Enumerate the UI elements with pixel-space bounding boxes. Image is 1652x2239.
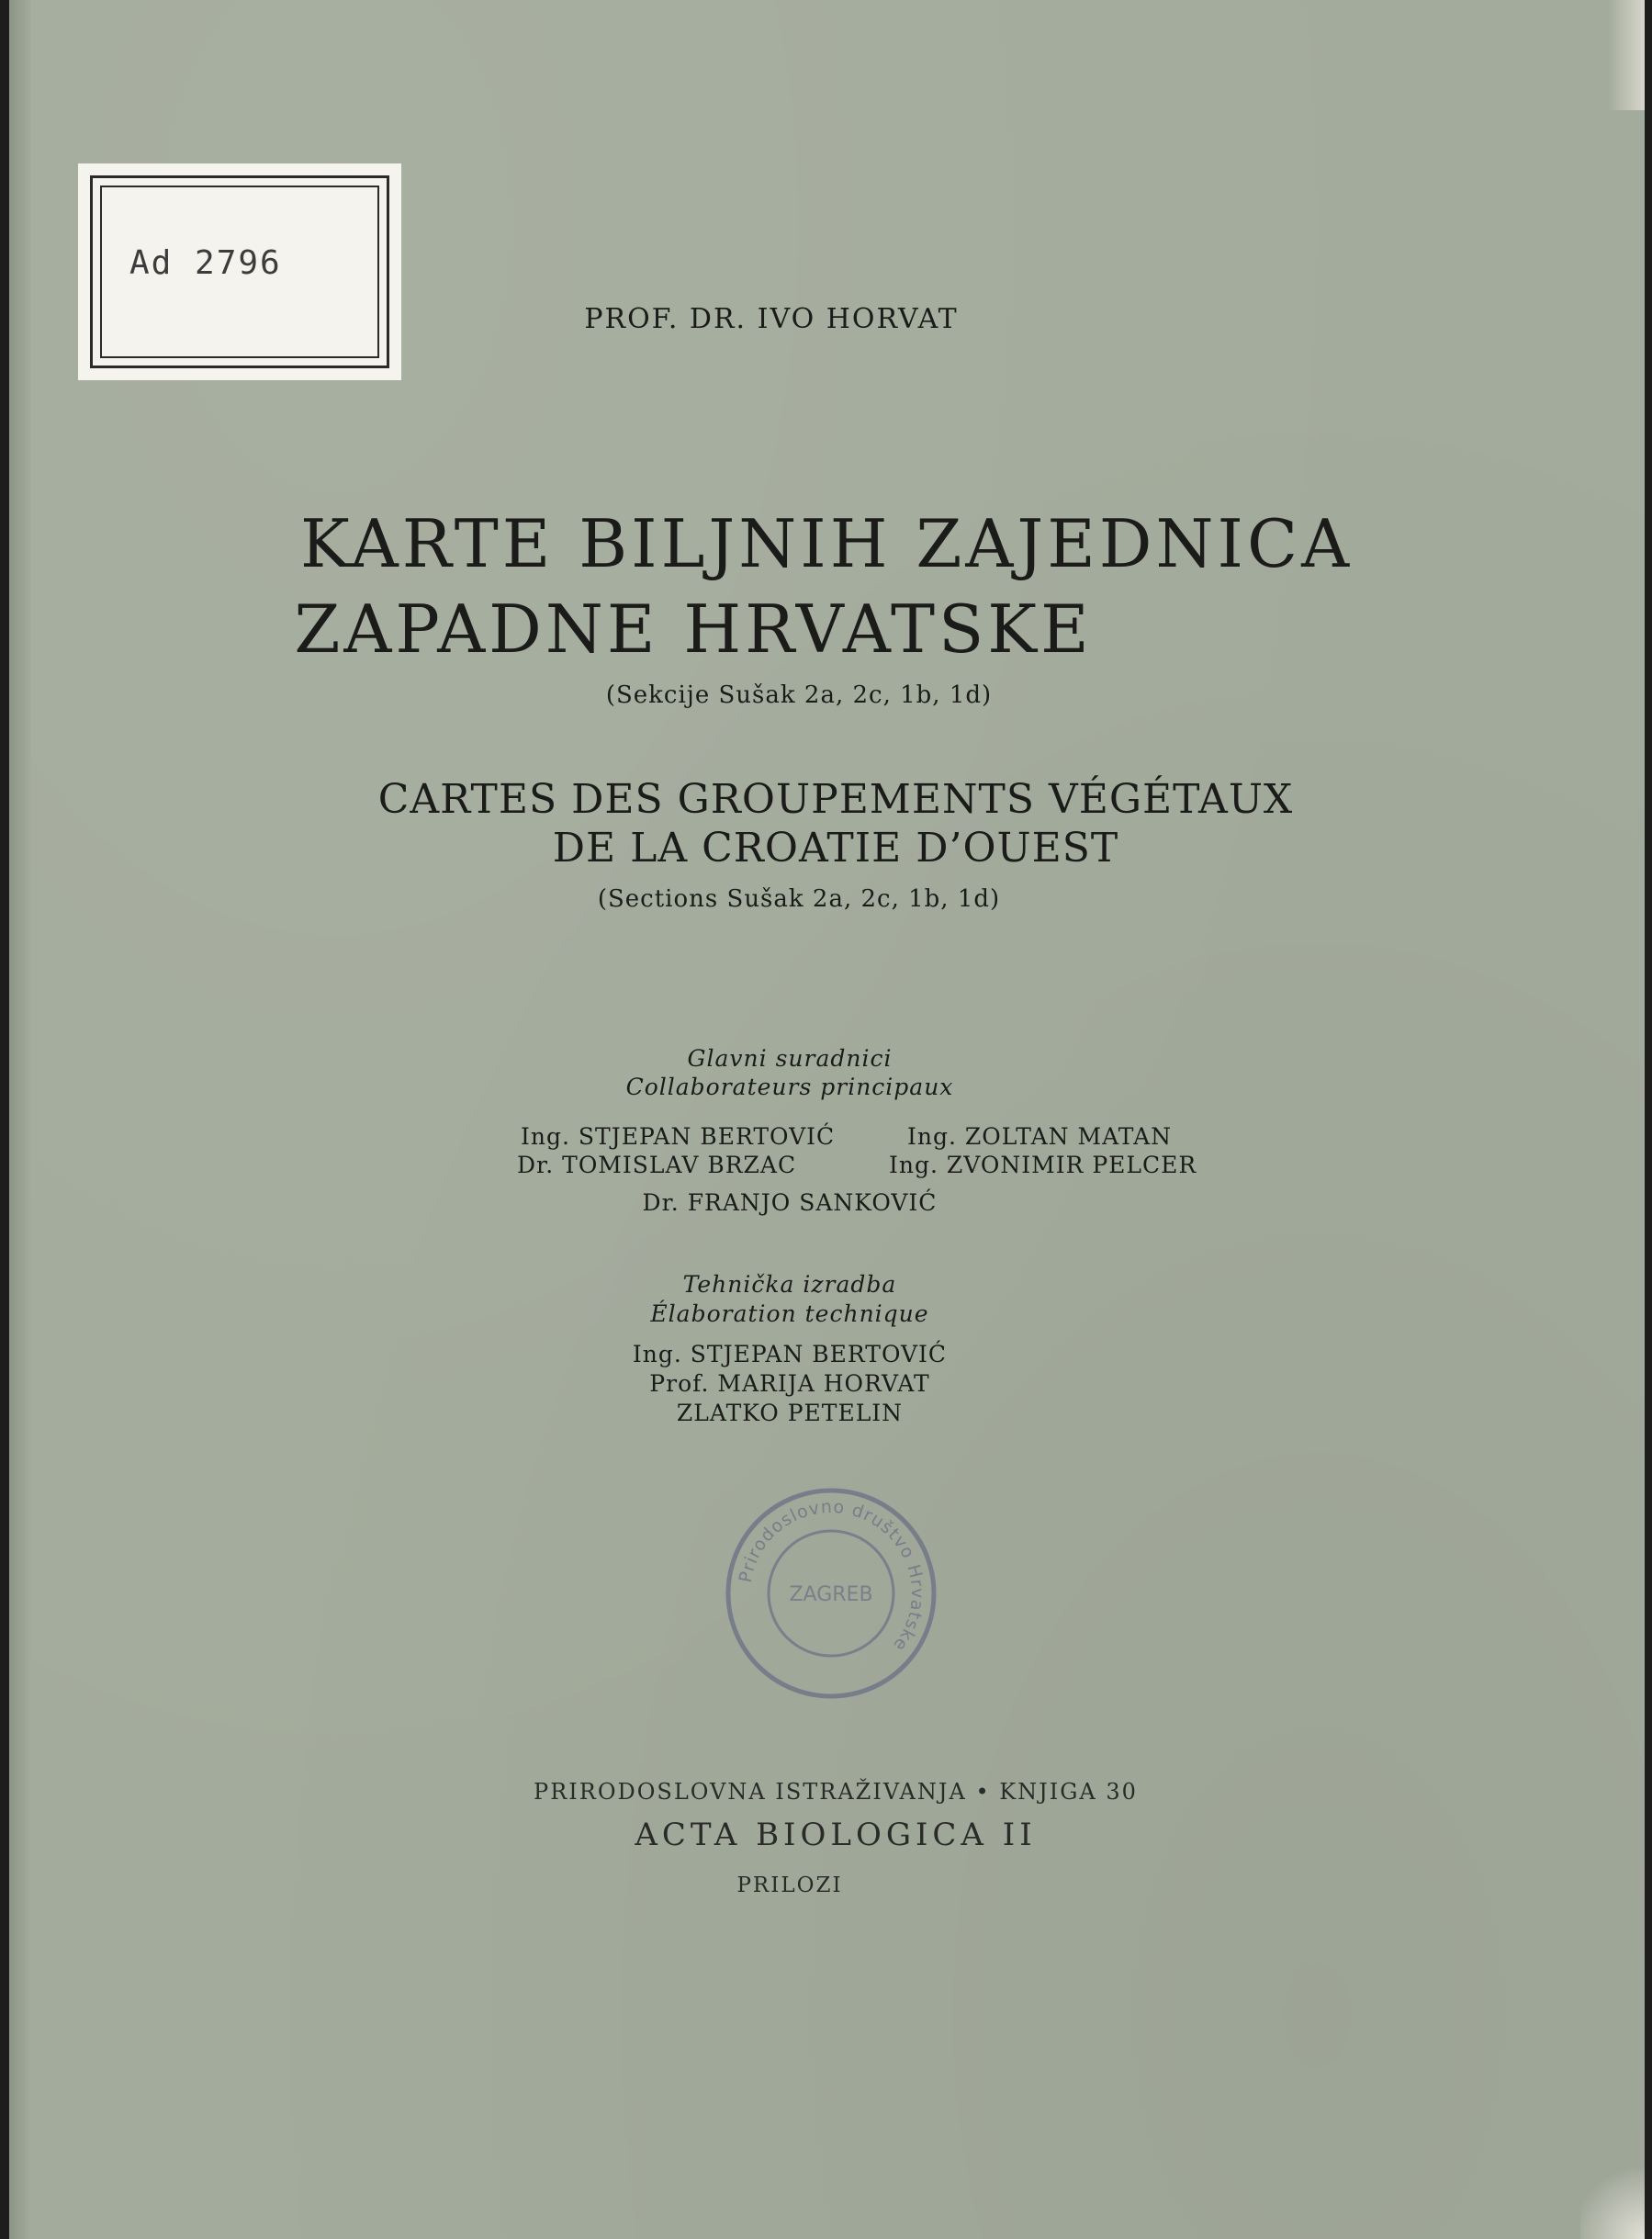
collaborators-heading-fr: Collaborateurs principaux [625, 1074, 954, 1100]
collaborator-name: Ing. STJEPAN BERTOVIĆ [521, 1123, 836, 1150]
title-hr-line1: KARTE BILJNIH ZAJEDNICA [299, 505, 1354, 582]
technical-name: Prof. MARIJA HORVAT [649, 1370, 930, 1397]
library-label [78, 163, 401, 380]
author: PROF. DR. IVO HORVAT [584, 303, 959, 335]
title-hr-line2: ZAPADNE HRVATSKE [294, 591, 1093, 668]
title-fr-line1: CARTES DES GROUPEMENTS VÉGÉTAUX [377, 776, 1294, 823]
subtitle-fr: (Sections Sušak 2a, 2c, 1b, 1d) [597, 885, 1001, 913]
library-stamp [721, 1483, 941, 1704]
cover-edge [9, 0, 31, 2239]
stamp-center-text: ZAGREB [789, 1583, 873, 1606]
stamp-outer-text: Prirodoslovno društvo Hrvatske [735, 1496, 928, 1656]
technical-name: Ing. STJEPAN BERTOVIĆ [632, 1341, 948, 1367]
technical-heading-fr: Élaboration technique [650, 1300, 929, 1327]
series-title: ACTA BIOLOGICA II [635, 1817, 1037, 1853]
cover-wear [1580, 2156, 1645, 2239]
collaborator-name: Dr. TOMISLAV BRZAC [517, 1152, 797, 1178]
cover-wear [1608, 0, 1645, 110]
series-line: PRIRODOSLOVNA ISTRAŽIVANJA • KNJIGA 30 [534, 1779, 1138, 1805]
collaborator-name: Dr. FRANJO SANKOVIĆ [642, 1189, 938, 1216]
technical-heading-hr: Tehnička izradba [682, 1271, 897, 1298]
series-supplement: PRILOZI [736, 1873, 843, 1897]
collaborator-name: Ing. ZOLTAN MATAN [907, 1123, 1173, 1150]
technical-name: ZLATKO PETELIN [676, 1400, 904, 1426]
collaborators-heading-hr: Glavni suradnici [687, 1045, 893, 1072]
title-fr-line2: DE LA CROATIE D’OUEST [552, 825, 1119, 872]
collaborator-name: Ing. ZVONIMIR PELCER [889, 1152, 1197, 1178]
call-number: Ad 2796 [129, 244, 282, 282]
book-cover [9, 0, 1645, 2239]
subtitle-hr: (Sekcije Sušak 2a, 2c, 1b, 1d) [605, 681, 993, 709]
